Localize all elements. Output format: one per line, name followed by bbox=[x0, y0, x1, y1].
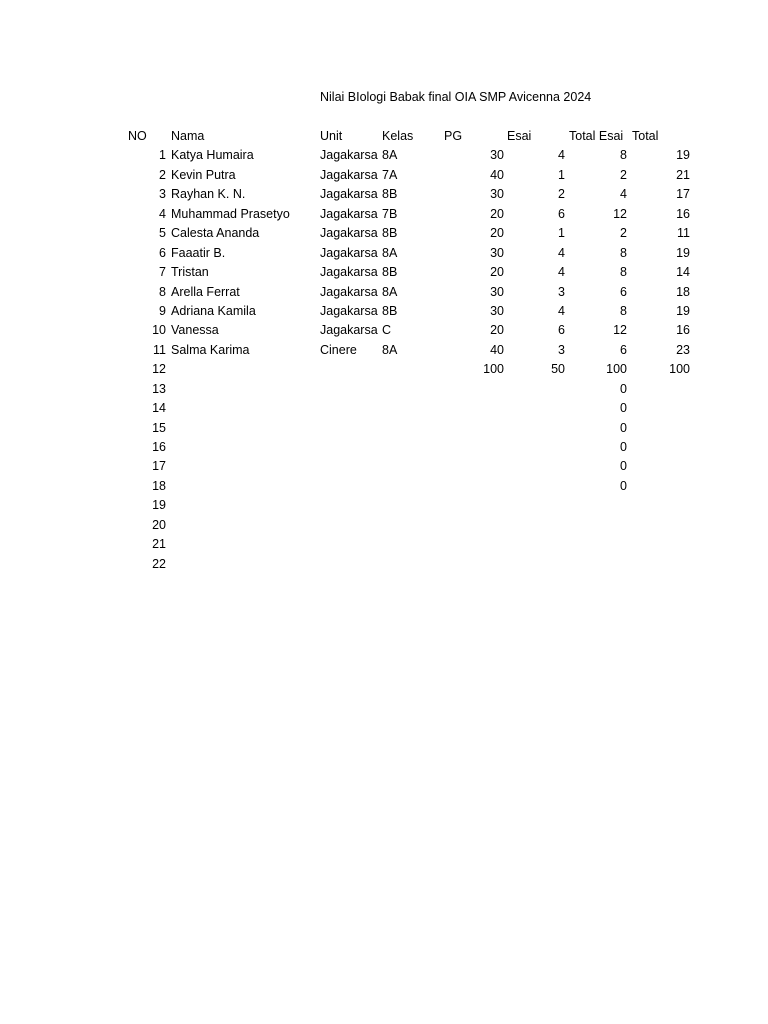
cell-nama: Tristan bbox=[171, 265, 209, 280]
cell-kelas: 8B bbox=[382, 303, 398, 318]
cell-no: 1 bbox=[159, 148, 166, 163]
cell-total-esai: 6 bbox=[620, 342, 627, 357]
cell-kelas: 8A bbox=[382, 284, 398, 299]
cell-pg: 20 bbox=[490, 226, 504, 241]
cell-pg: 30 bbox=[490, 187, 504, 202]
cell-total: 19 bbox=[676, 148, 690, 163]
cell-nama: Vanessa bbox=[171, 323, 219, 338]
header-kelas: Kelas bbox=[382, 129, 414, 143]
cell-unit: Jagakarsa bbox=[320, 303, 378, 318]
cell-unit: Jagakarsa bbox=[320, 245, 378, 260]
cell-no: 20 bbox=[152, 517, 166, 532]
cell-esai: 6 bbox=[558, 206, 565, 221]
cell-total: 16 bbox=[676, 206, 690, 221]
cell-total: 17 bbox=[676, 187, 690, 202]
cell-esai: 3 bbox=[558, 284, 565, 299]
cell-no: 13 bbox=[152, 381, 166, 396]
cell-total-esai: 12 bbox=[613, 323, 627, 338]
header-pg: PG bbox=[444, 129, 463, 143]
cell-total-esai: 8 bbox=[620, 303, 627, 318]
header-total: Total bbox=[632, 129, 659, 143]
cell-total: 11 bbox=[677, 226, 690, 241]
cell-total-esai: 0 bbox=[620, 478, 627, 493]
cell-nama: Calesta Ananda bbox=[171, 226, 260, 241]
cell-esai: 2 bbox=[558, 187, 565, 202]
cell-pg: 100 bbox=[483, 362, 504, 377]
cell-esai: 4 bbox=[558, 148, 565, 163]
cell-kelas: 8A bbox=[382, 245, 398, 260]
cell-esai: 4 bbox=[558, 245, 565, 260]
cell-total: 14 bbox=[676, 265, 690, 280]
cell-no: 4 bbox=[159, 206, 166, 221]
header-total-esai: Total Esai bbox=[569, 129, 624, 143]
cell-nama: Faaatir B. bbox=[171, 245, 226, 260]
cell-esai: 3 bbox=[558, 342, 565, 357]
cell-no: 6 bbox=[159, 245, 166, 260]
cell-unit: Jagakarsa bbox=[320, 226, 378, 241]
page-title: Nilai BIologi Babak final OIA SMP Avicenna 2024 bbox=[320, 90, 592, 104]
cell-pg: 20 bbox=[490, 265, 504, 280]
cell-total-esai: 8 bbox=[620, 265, 627, 280]
header-unit: Unit bbox=[320, 129, 343, 143]
cell-no: 10 bbox=[152, 323, 166, 338]
cell-no: 19 bbox=[152, 498, 166, 513]
cell-pg: 30 bbox=[490, 303, 504, 318]
cell-kelas: 8A bbox=[382, 148, 398, 163]
cell-esai: 50 bbox=[551, 362, 565, 377]
cell-nama: Katya Humaira bbox=[171, 148, 254, 163]
cell-pg: 20 bbox=[490, 206, 504, 221]
cell-pg: 30 bbox=[490, 245, 504, 260]
cell-total: 23 bbox=[676, 342, 690, 357]
cell-total-esai: 8 bbox=[620, 245, 627, 260]
cell-kelas: 8B bbox=[382, 187, 398, 202]
cell-total-esai: 100 bbox=[606, 362, 627, 377]
cell-total: 19 bbox=[676, 303, 690, 318]
cell-nama: Adriana Kamila bbox=[171, 303, 256, 318]
cell-pg: 20 bbox=[490, 323, 504, 338]
cell-no: 11 bbox=[153, 342, 166, 357]
cell-no: 5 bbox=[159, 226, 166, 241]
cell-kelas: C bbox=[382, 323, 392, 338]
cell-no: 9 bbox=[159, 303, 166, 318]
cell-unit: Jagakarsa bbox=[320, 206, 378, 221]
cell-esai: 6 bbox=[558, 323, 565, 338]
cell-pg: 30 bbox=[490, 284, 504, 299]
cell-esai: 1 bbox=[558, 226, 565, 241]
cell-total: 100 bbox=[669, 362, 690, 377]
cell-total-esai: 6 bbox=[620, 284, 627, 299]
cell-no: 2 bbox=[159, 167, 166, 182]
cell-unit: Jagakarsa bbox=[320, 187, 378, 202]
cell-unit: Jagakarsa bbox=[320, 148, 378, 163]
cell-esai: 4 bbox=[558, 265, 565, 280]
cell-no: 22 bbox=[152, 556, 166, 571]
cell-pg: 40 bbox=[490, 167, 504, 182]
cell-unit: Jagakarsa bbox=[320, 284, 378, 299]
cell-pg: 30 bbox=[490, 148, 504, 163]
cell-no: 14 bbox=[152, 401, 166, 416]
cell-no: 8 bbox=[159, 284, 166, 299]
cell-kelas: 8A bbox=[382, 342, 398, 357]
cell-total-esai: 2 bbox=[620, 167, 627, 182]
cell-total-esai: 4 bbox=[620, 187, 627, 202]
cell-total-esai: 12 bbox=[613, 206, 627, 221]
cell-kelas: 7A bbox=[382, 167, 398, 182]
cell-no: 15 bbox=[152, 420, 166, 435]
cell-no: 3 bbox=[159, 187, 166, 202]
cell-nama: Kevin Putra bbox=[171, 167, 236, 182]
cell-nama: Muhammad Prasetyo bbox=[171, 206, 290, 221]
cell-total: 21 bbox=[676, 167, 690, 182]
header-nama: Nama bbox=[171, 129, 205, 143]
cell-no: 7 bbox=[159, 265, 166, 280]
cell-unit: Jagakarsa bbox=[320, 265, 378, 280]
cell-total-esai: 2 bbox=[620, 226, 627, 241]
cell-kelas: 8B bbox=[382, 265, 398, 280]
header-esai: Esai bbox=[507, 129, 532, 143]
cell-total: 16 bbox=[676, 323, 690, 338]
cell-no: 17 bbox=[152, 459, 166, 474]
cell-unit: Cinere bbox=[320, 342, 357, 357]
cell-kelas: 8B bbox=[382, 226, 398, 241]
cell-no: 16 bbox=[152, 440, 166, 454]
cell-total-esai: 8 bbox=[620, 148, 627, 163]
cell-pg: 40 bbox=[490, 342, 504, 357]
cell-total-esai: 0 bbox=[620, 420, 627, 435]
cell-nama: Arella Ferrat bbox=[171, 284, 240, 299]
cell-unit: Jagakarsa bbox=[320, 167, 378, 182]
cell-kelas: 7B bbox=[382, 206, 398, 221]
cell-esai: 1 bbox=[558, 167, 565, 182]
cell-unit: Jagakarsa bbox=[320, 323, 378, 338]
cell-nama: Rayhan K. N. bbox=[171, 187, 246, 202]
cell-no: 18 bbox=[152, 478, 166, 493]
cell-total-esai: 0 bbox=[620, 459, 627, 474]
cell-total: 18 bbox=[676, 284, 690, 299]
cell-total: 19 bbox=[676, 245, 690, 260]
header-no: NO bbox=[128, 129, 147, 143]
cell-no: 21 bbox=[152, 537, 166, 552]
cell-nama: Salma Karima bbox=[171, 342, 250, 357]
cell-total-esai: 0 bbox=[620, 381, 627, 396]
cell-total-esai: 0 bbox=[620, 440, 627, 454]
cell-total-esai: 0 bbox=[620, 401, 627, 416]
cell-no: 12 bbox=[152, 362, 166, 377]
cell-esai: 4 bbox=[558, 303, 565, 318]
